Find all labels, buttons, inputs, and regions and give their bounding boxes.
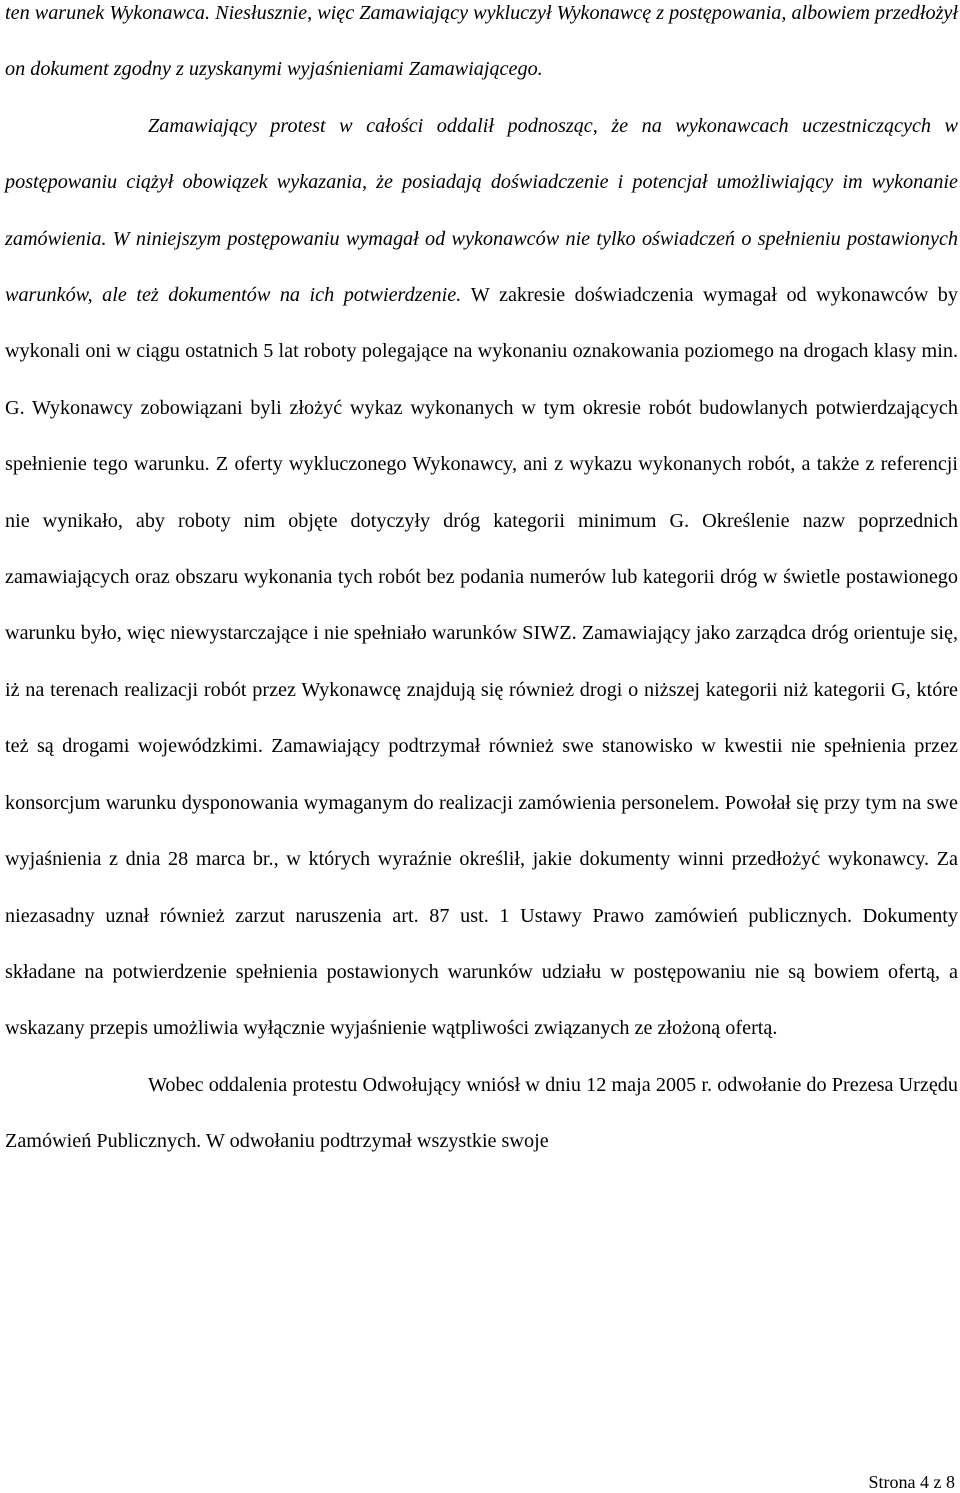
paragraph-1 [5,0,958,98]
paragraph-2-italic-text: Zamawiający protest w całości oddalił podnosząc, że na wykonawcach uczestniczących w postępowaniu ciążył obowiązek wykazania, że posiadają doświadczenie i potencjał umożliwiający im wykonanie zamówienia. W niniejszym postępowaniu wymagał od wykonawców nie tylko oświadczeń o spełnieniu postawionych warunków, ale też dokumentów na ich potwierdzenie. [5,114,958,307]
paragraph-2 [5,98,958,1057]
paragraph-1-italic-text: ten warunek Wykonawca. Niesłusznie, więc Zamawiający wykluczył Wykonawcę z postępowania, albowiem przedłożył on dokument zgodny z uzyskanymi wyjaśnieniami Zamawiającego. [5,2,958,81]
paragraph-3 [5,1057,958,1170]
page-number: Strona 4 z 8 [868,1472,955,1492]
document-page [5,0,958,1170]
paragraph-3-text: Wobec oddalenia protestu Odwołujący wniósł w dniu 12 maja 2005 r. odwołanie do Prezesa Urzędu Zamówień Publicznych. W odwołaniu podtrzymał wszystkie swoje [5,1073,958,1153]
paragraph-2-text: W zakresie doświadczenia wymagał od wykonawców by wykonali oni w ciągu ostatnich 5 lat roboty polegające na wykonaniu oznakowania poziomego na drogach klasy min. G. Wykonawcy zobowiązani byli złożyć wykaz wykonanych w tym okresie robót budowlanych potwierdzających spełnienie tego warunku. Z oferty wykluczonego Wykonawcy, ani z wykazu wykonanych robót, a także z referencji nie wynikało, aby roboty nim objęte dotyczyły dróg kategorii minimum G. Określenie nazw poprzednich zamawiających oraz obszaru wykonania tych robót bez podania numerów lub kategorii dróg w świetle postawionego warunku było, więc niewystarczające i nie spełniało warunków SIWZ. Zamawiający jako zarządca dróg orientuje się, iż na terenach realizacji robót przez Wykonawcę znajdują się również drogi o niższej kategorii niż kategorii G, które też są drogami wojewódzkimi. Zamawiający podtrzymał również swe stanowisko w kwestii nie spełnienia przez konsorcjum warunku dysponowania wymaganym do realizacji zamówienia personelem. Powołał się przy tym na swe wyjaśnienia z dnia 28 marca br., w których wyraźnie określił, jakie dokumenty winni przedłożyć wykonawcy. Za niezasadny uznał również zarzut naruszenia art. 87 ust. 1 Ustawy Prawo zamówień publicznych. Dokumenty składane na potwierdzenie spełnienia postawionych warunków udziału w postępowaniu nie są bowiem ofertą, a wskazany przepis umożliwia wyłącznie wyjaśnienie wątpliwości związanych ze złożoną ofertą. [5,284,958,1040]
